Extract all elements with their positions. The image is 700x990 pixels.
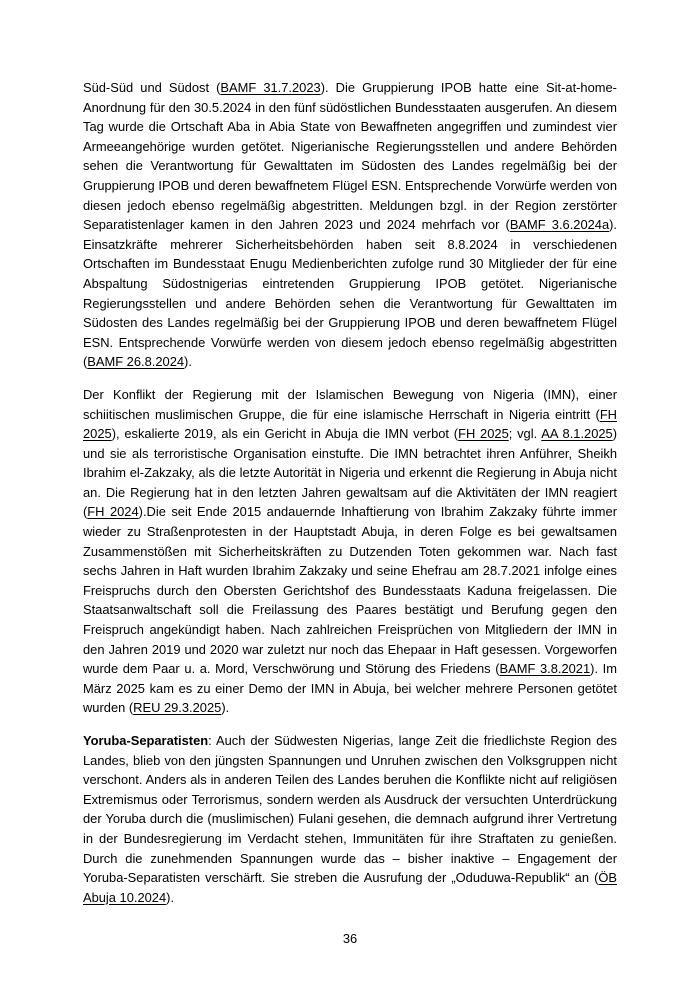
paragraph-2 [83, 385, 617, 718]
citation-link[interactable]: ÖB Abuja 10.2024 [83, 870, 617, 905]
text-segment: ), eskalierte 2019, als ein Gericht in Abuja die IMN verbot ( [111, 426, 459, 442]
text-segment: ). Im März 2025 kam es zu einer Demo der IMN in Abuja, bei welcher mehrere Personen getötet wurden ( [83, 661, 617, 716]
text-segment: ).Die seit Ende 2015 andauernde Inhaftierung von Ibrahim Zakzaky führte immer wieder zu Straßenprotesten in der Hauptstadt Abuja, in deren Folge es bei gewaltsamen Zusammenstößen mit Sicherheitskräften zu Dutzenden Toten gekommen war. Nach fast sechs Jahren in Haft wurden Ibrahim Zakzaky und seine Ehefrau am 28.7.2021 infolge eines Freispruchs durch den Obersten Gerichtshof des Bundesstaats Kaduna freigelassen. Die Staatsanwaltschaft soll die Freilassung des Paares bestätigt und Berufung gegen den Freispruch angekündigt haben. Nach zahlreichen Freisprüchen von Mitgliedern der IMN in den Jahren 2019 und 2020 war zuletzt nur noch das Ehepaar in Haft gesessen. Vorgeworfen wurde dem Paar u. a. Mord, Verschwörung und Störung des Friedens ( [83, 504, 617, 677]
paragraph-3 [83, 731, 617, 907]
bold-run-in-heading: Yoruba-Separatisten [83, 733, 209, 748]
citation-link[interactable]: FH 2025 [458, 426, 509, 442]
citation-link[interactable]: BAMF 3.8.2021 [499, 661, 591, 677]
text-segment: ; vgl. [508, 426, 542, 442]
text-segment: Der Konflikt der Regierung mit der Islamischen Bewegung von Nigeria (IMN), einer schiitischen muslimischen Gruppe, die für eine islamische Herrschaft in Nigeria eintritt ( [83, 386, 617, 422]
page-number: 36 [342, 931, 358, 946]
citation-link[interactable]: BAMF 31.7.2023 [220, 80, 321, 95]
text-segment: : Auch der Südwesten Nigerias, lange Zeit die friedlichste Region des Landes, blieb von den jüngsten Spannungen und Unruhen zwischen den Volksgruppen nicht verschont. Anders als in anderen Teilen des Landes beruhen die Konflikte nicht auf religiösen Extremismus oder Terrorismus, sondern werden als Ausdruck der versuchten Unterdrückung der Yoruba durch die (muslimischen) Fulani gesehen, die demnach aufgrund ihrer Vertretung in der Bundesregierung im Verdacht stehen, Immunitäten für ihre Straftaten zu genießen. Durch die zunehmenden Spannungen wurde das – bisher inaktive – Engagement der Yoruba-Separatisten verschärft. Sie streben die Ausrufung der „Oduduwa-Republik“ an ( [83, 733, 617, 886]
citation-link[interactable]: FH 2024 [87, 504, 139, 520]
paragraph-1 [83, 78, 617, 372]
text-segment: Süd-Süd und Südost ( [83, 80, 221, 95]
citation-link[interactable]: REU 29.3.2025 [133, 700, 222, 716]
text-segment: ). [221, 700, 230, 716]
citation-link[interactable]: BAMF 3.6.2024a [509, 217, 610, 233]
text-segment: ). [166, 889, 175, 905]
text-segment: ). Einsatzkräfte mehrerer Sicherheitsbehörden haben seit 8.8.2024 in verschiedenen Ortschaften im Bundesstaat Enugu Medienberichten zufolge rund 30 Mitglieder der für eine Abspaltung Südostnigerias eintretenden Gruppierung IPOB getötet. Nigerianische Regierungsstellen und andere Behörden sehen die Verantwortung für Gewalttaten im Südosten des Landes regelmäßig bei der Gruppierung IPOB und deren bewaffnetem Flügel ESN. Entsprechende Vorwürfe werden von diesem jedoch ebenso regelmäßig abgestritten ( [83, 217, 617, 370]
text-segment: ). [184, 354, 192, 370]
text-segment: ) und sie als terroristische Organisation einstufte. Die IMN betrachtet ihren Anführer, Sheikh Ibrahim el-Zakzaky, als die letzte Autorität in Nigeria und erkennt die Regierung in Abuja nicht an. Die Regierung hat in den letzten Jahren gewaltsam auf die Aktivitäten der IMN reagiert ( [83, 426, 617, 520]
citation-link[interactable]: BAMF 26.8.2024 [87, 354, 185, 370]
text-segment: ). Die Gruppierung IPOB hatte eine Sit-at-home-Anordnung für den 30.5.2024 in den fünf südöstlichen Bundesstaaten ausgerufen. An diesem Tag wurde die Ortschaft Aba in Abia State von Bewaffneten angegriffen und zumindest vier Armeeangehörige wurden getötet. Nigerianische Regierungsstellen und andere Behörden sehen die Verantwortung für Gewalttaten im Südosten des Landes regelmäßig bei der Gruppierung IPOB und deren bewaffnetem Flügel ESN. Entsprechende Vorwürfe werden von diesen jedoch ebenso regelmäßig abgestritten. Meldungen bzgl. in der Region zerstörter Separatistenlager kamen in den Jahren 2023 und 2024 mehrfach vor ( [83, 80, 617, 233]
citation-link[interactable]: AA 8.1.2025 [541, 426, 613, 442]
document-content [83, 78, 617, 920]
citation-link[interactable]: FH 2025 [83, 406, 617, 442]
